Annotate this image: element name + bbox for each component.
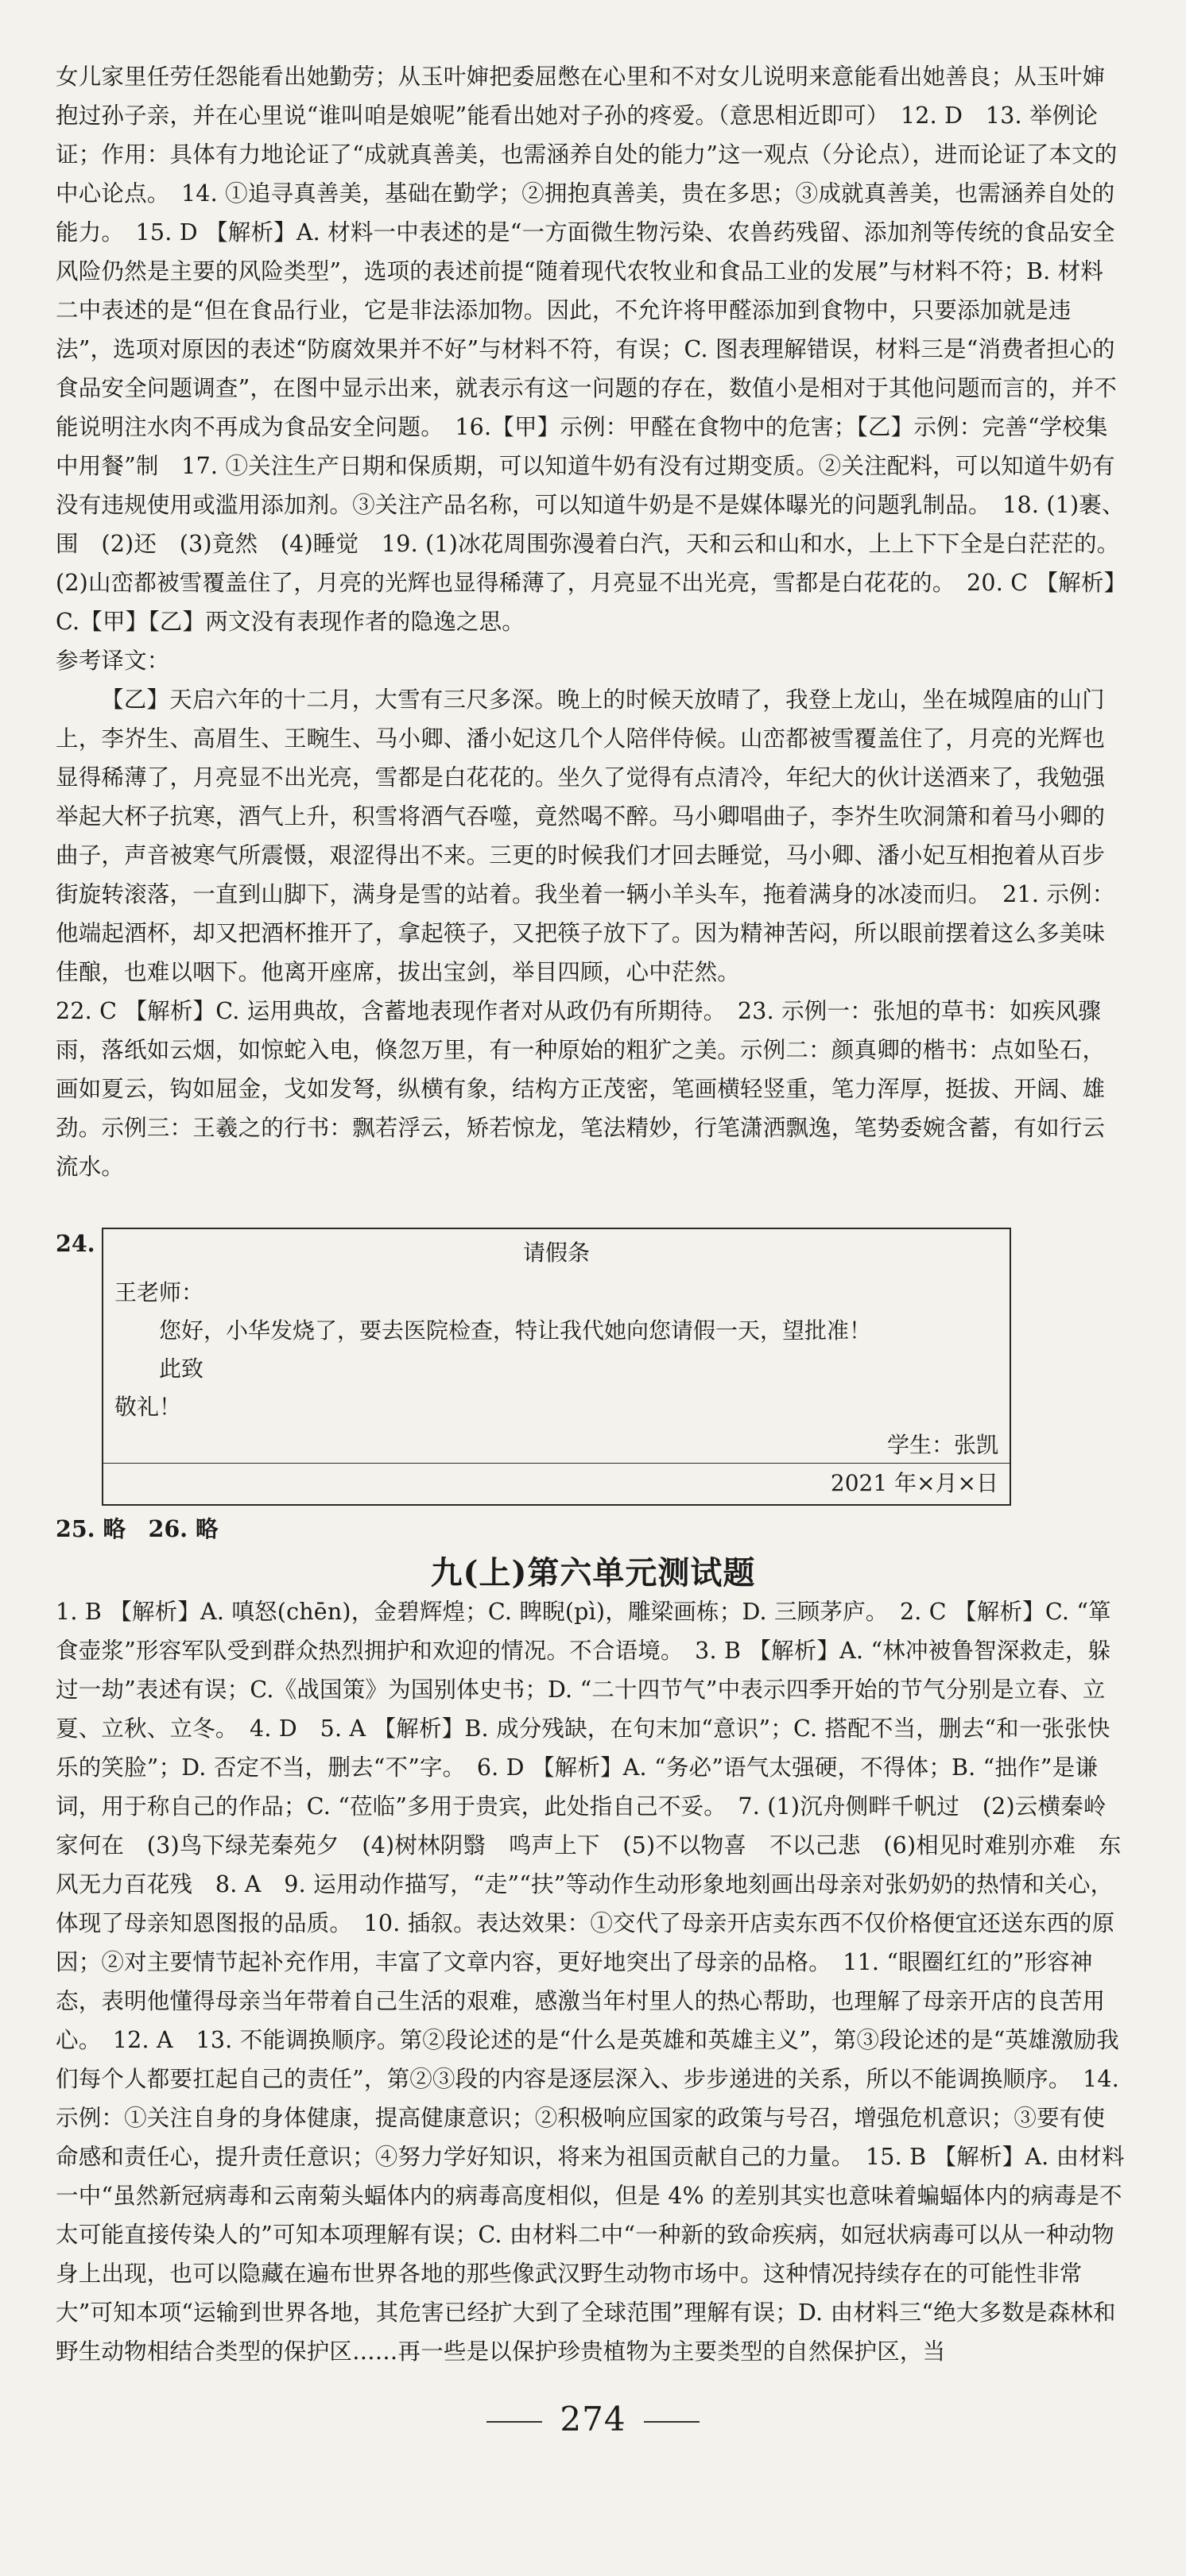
leave-note-salute: 敬礼！ [114,1394,182,1420]
footer-dash-right [644,2421,700,2423]
answers-section-1 [56,57,1131,1186]
leave-note-body: 您好，小华发烧了，要去医院检查，特让我代她向您请假一天，望批准！ [159,1317,872,1344]
section-title: 九(上)第六单元测试题 [430,1554,756,1592]
leave-note-signature: 学生：张凯 [886,1432,998,1458]
leave-note-divider [103,1463,1010,1464]
leave-note-box [102,1228,1011,1506]
page-number: 274 [560,2400,626,2439]
answers-paragraph: 女儿家里任劳任怨能看出她勤劳；从玉叶婶把委屈憋在心里和不对女儿说明来意能看出她善良；从玉叶婶抱过孙子亲，并在心里说“谁叫咱是娘呢”能看出她对子孙的疼爱。（意思相近即可） 12. D 13. 举例论证；作用：具体有力地论证了“成就真善美，也需涵养自处的能力”这一观点（分论点），进而论证了本文的中心论点。 14. ①追寻真善美，基础在勤学；②拥抱真善美，贵在多思；③成就真善美，也需涵养自处的能力。 15. D 【解析】A. 材料一中表述的是“一方面微生物污染、农兽药残留、添加剂等传统的食品安全风险仍然是主要的风险类型”，选项的表述前提“随着现代农牧业和食品工业的发展”与材料不符；B. 材料二中表述的是“但在食品行业，它是非法添加物。因此，不允许将甲醛添加到食物中，只要添加就是违法”，选项对原因的表述“防腐效果并不好”与材料不符，有误；C. 图表理解错误，材料三是“消费者担心的食品安全问题调查”，在图中显示出来，就表示有这一问题的存在，数值小是相对于其他问题而言的，并不能说明注水肉不再成为食品安全问题。 16.【甲】示例：甲醛在食物中的危害；【乙】示例：完善“学校集中用餐”制 17. ①关注生产日期和保质期，可以知道牛奶有没有过期变质。②关注配料，可以知道牛奶有没有违规使用或滥用添加剂。③关注产品名称，可以知道牛奶是不是媒体曝光的问题乳制品。 18. (1)裹、围 (2)还 (3)竟然 (4)睡觉 19. (1)冰花周围弥漫着白汽，天和云和山和水，上上下下全是白茫茫的。 (2)山峦都被雪覆盖住了，月亮的光辉也显得稀薄了，月亮显不出光亮，雪都是白花花的。 20. C 【解析】C.【甲】【乙】两文没有表现作者的隐逸之思。 [56,64,1131,635]
leave-note-closing: 此致 [159,1356,204,1382]
reference-translation: 【乙】天启六年的十二月，大雪有三尺多深。晚上的时候天放晴了，我登上龙山，坐在城隍庙的山门上，李岕生、高眉生、王畹生、马小卿、潘小妃这几个人陪伴侍候。山峦都被雪覆盖住了，月亮的光辉也显得稀薄了，月亮显不出光亮，雪都是白花花的。坐久了觉得有点清冷，年纪大的伙计送酒来了，我勉强举起大杯子抗寒，酒气上升，积雪将酒气吞噬，竟然喝不醉。马小卿唱曲子，李岕生吹洞箫和着马小卿的曲子，声音被寒气所震慑，艰涩得出不来。三更的时候我们才回去睡觉，马小卿、潘小妃互相抱着从百步街旋转滚落，一直到山脚下，满身是雪的站着。我坐着一辆小羊头车，拖着满身的冰凌而归。 21. 示例：他端起酒杯，却又把酒杯推开了，拿起筷子，又把筷子放下了。因为精神苦闷，所以眼前摆着这么多美味佳酿，也难以咽下。他离开座席，拔出宝剑，举目四顾，心中茫然。 [56,687,1115,985]
leave-note-title: 请假条 [522,1240,590,1266]
footer-dash-left [486,2421,542,2423]
leave-note-salutation: 王老师： [114,1279,204,1305]
answers-paragraph: 1. B 【解析】A. 嗔怒(chēn)，金碧辉煌；C. 睥睨(pì)，雕梁画栋；D. 三顾茅庐。 2. C 【解析】C. “箪食壶浆”形容军队受到群众热烈拥护和欢迎的情况。不合语境。 3. B 【解析】A. “林冲被鲁智深救走，躲过一劫”表述有误；C.《战国策》为国别体史书；D. “二十四节气”中表示四季开始的节气分别是立春、立夏、立秋、立冬。 4. D 5. A 【解析】B. 成分残缺，在句末加“意识”；C. 搭配不当，删去“和一张张快乐的笑脸”；D. 否定不当，删去“不”字。 6. D 【解析】A. “务必”语气太强硬，不得体；B. “拙作”是谦词，用于称自己的作品；C. “莅临”多用于贵宾，此处指自己不妥。 7. (1)沉舟侧畔千帆过 (2)云横秦岭家何在 (3)鸟下绿芜秦苑夕 (4)树林阴翳 鸣声上下 (5)不以物喜 不以己悲 (6)相见时难别亦难 东风无力百花残 8. A 9. 运用动作描写，“走”“扶”等动作生动形象地刻画出母亲对张奶奶的热情和关心，体现了母亲知恩图报的品质。 10. 插叙。表达效果：①交代了母亲开店卖东西不仅价格便宜还送东西的原因；②对主要情节起补充作用，丰富了文章内容，更好地突出了母亲的品格。 11. “眼圈红红的”形容神态，表明他懂得母亲当年带着自己生活的艰难，感激当年村里人的热心帮助，也理解了母亲开店的良苦用心。 12. A 13. 不能调换顺序。第②段论述的是“什么是英雄和英雄主义”，第③段论述的是“英雄激励我们每个人都要扛起自己的责任”，第②③段的内容是逐层深入、步步递进的关系，所以不能调换顺序。 14. 示例：①关注自身的身体健康，提高健康意识；②积极响应国家的政策与号召，增强危机意识；③要有使命感和责任心，提升责任意识；④努力学好知识，将来为祖国贡献自己的力量。 15. B 【解析】A. 由材料一中“虽然新冠病毒和云南菊头蝠体内的病毒高度相似，但是 4% 的差别其实也意味着蝙蝠体内的病毒是不太可能直接传染人的”可知本项理解有误；C. 由材料二中“一种新的致命疾病，如冠状病毒可以从一种动物身上出现，也可以隐藏在遍布世界各地的那些像武汉野生动物市场中。这种情况持续存在的可能性非常大”可知本项“运输到世界各地，其危害已经扩大到了全球范围”理解有误；D. 由材料三“绝大多数是森林和野生动物相结合类型的保护区……再一些是以保护珍贵植物为主要类型的自然保护区，当 [56,1599,1125,2365]
question-24-label: 24. [56,1230,95,1257]
leave-note-date: 2021 年×月×日 [830,1470,998,1496]
answers-section-2 [56,1592,1125,2371]
reference-translation-label: 参考译文： [56,648,170,674]
answers-paragraph-22-23: 22. C 【解析】C. 运用典故，含蓄地表现作者对从政仍有所期待。 23. 示例一：张旭的草书：如疾风骤雨，落纸如云烟，如惊蛇入电，倏忽万里，有一种原始的粗犷之美。示例二：颜真卿的楷书：点如坠石，画如夏云，钩如屈金，戈如发弩，纵横有象，结构方正茂密，笔画横轻竖重，笔力浑厚，挺拔、开阔、雄劲。示例三：王羲之的行书：飘若浮云，矫若惊龙，笔法精妙，行笔潇洒飘逸，笔势委婉含蓄，有如行云流水。 [56,998,1106,1180]
page-footer [0,2400,1186,2439]
questions-25-26: 25. 略 26. 略 [56,1515,219,1542]
